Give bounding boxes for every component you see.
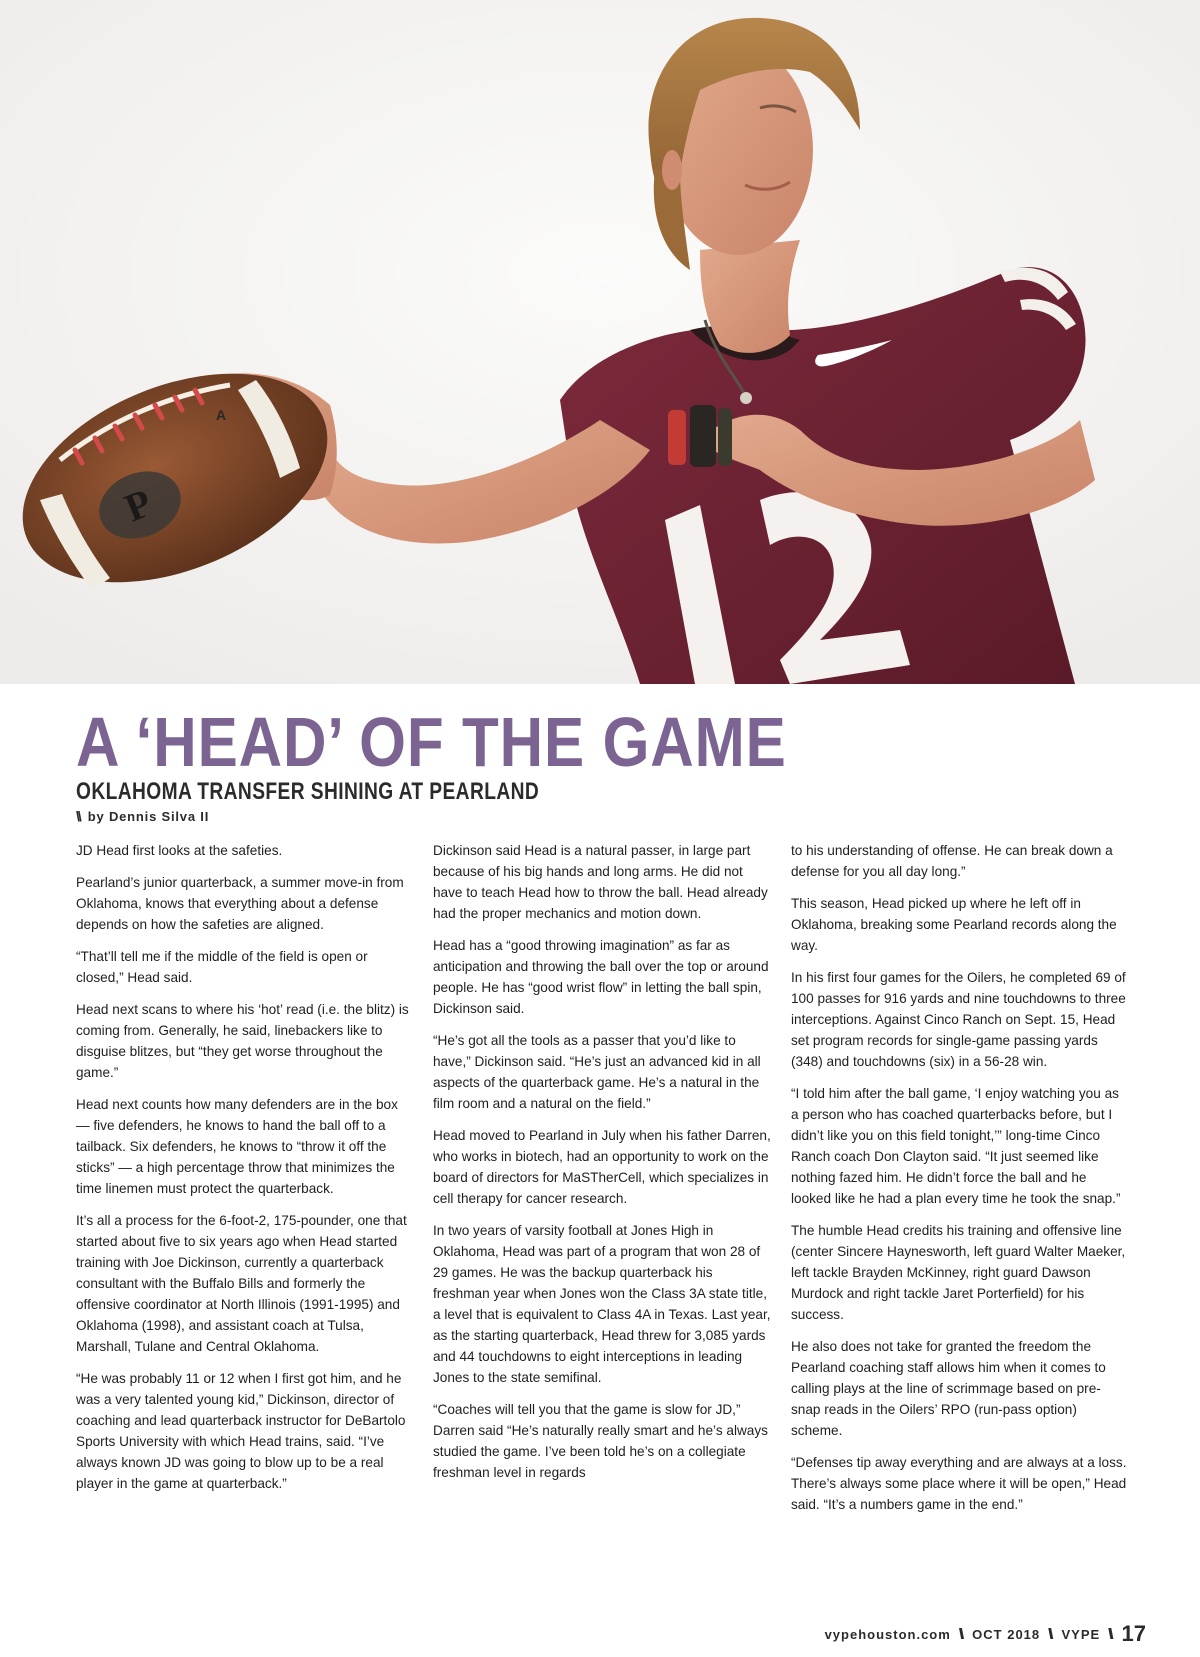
- paragraph: Head moved to Pearland in July when his father Darren, who works in biotech, had an opportunity to work on the board of directors for MaSTherCell, which specializes in cell therapy for cancer research.: [433, 1128, 771, 1206]
- hero-photo: [0, 0, 1200, 684]
- paragraph: Pearland’s junior quarterback, a summer move-in from Oklahoma, knows that everything about a defense depends on how the safeties are aligned.: [76, 875, 404, 932]
- paragraph: “Coaches will tell you that the game is slow for JD,” Darren said “He’s naturally really smart and he’s always studied the game. I’ve been told he’s on a collegiate freshman level in regards: [433, 1402, 768, 1480]
- paragraph: In two years of varsity football at Jones High in Oklahoma, Head was part of a program that won 28 of 29 games. He was the backup quarterback his freshman year when Jones won the Class 3A state title, a level that is equivalent to Class 4A in Texas. Last year, as the starting quarterback, Head threw for 3,085 yards and 44 touchdowns to eight interceptions in leading Jones to the state semifinal.: [433, 1223, 771, 1385]
- article-column-3: [791, 840, 1129, 1526]
- wristband-black: [690, 405, 716, 467]
- article-column-2: [433, 840, 771, 1494]
- footer-separator: \\: [1108, 1625, 1111, 1643]
- paragraph: It’s all a process for the 6-foot-2, 175-pounder, one that started about five to six years ago when Head started training with Joe Dickinson, currently a quarterback consultant with the Buffalo Bills and formerly the offensive coordinator at North Illinois (1991-1995) and Oklahoma (1998), and assistant coach at Tulsa, Marshall, Tulane and Central Oklahoma.: [76, 1213, 407, 1354]
- page-number: 17: [1121, 1621, 1146, 1646]
- paragraph: Head next scans to where his ‘hot’ read (i.e. the blitz) is coming from. Generally, he said, linebackers like to disguise blitzes, but “they get worse throughout the game.”: [76, 1002, 409, 1080]
- footer-separator: \\: [958, 1625, 962, 1643]
- paragraph: “Defenses tip away everything and are always at a loss. There’s always some place where it will be open,” Head said. “It’s a numbers game in the end.”: [791, 1455, 1127, 1512]
- page-footer: [825, 1623, 1146, 1645]
- article-title: A ‘HEAD’ OF THE GAME: [76, 703, 787, 781]
- paragraph: The humble Head credits his training and offensive line (center Sincere Haynesworth, left guard Walter Maeker, left tackle Brayden McKinney, right guard Dawson Murdock and right tackle Jaret Porterfield) for his success.: [791, 1223, 1126, 1322]
- paragraph: JD Head first looks at the safeties.: [76, 843, 283, 858]
- paragraph: He also does not take for granted the freedom the Pearland coaching staff allows him when it comes to calling plays at the line of scrimmage based on pre-snap reads in the Oilers’ RPO (run-pass option) scheme.: [791, 1339, 1106, 1438]
- footer-issue: OCT 2018: [972, 1626, 1041, 1642]
- paragraph: In his first four games for the Oilers, he completed 69 of 100 passes for 916 yards and nine touchdowns to three interceptions. Against Cinco Ranch on Sept. 15, Head set program records for single-game passing yards (348) and touchdowns (six) in a 56-28 win.: [791, 970, 1126, 1069]
- footer-separator: \\: [1048, 1625, 1051, 1643]
- article-column-1: [76, 840, 414, 1505]
- paragraph: “I told him after the ball game, ‘I enjoy watching you as a person who has coached quarterbacks before, but I didn’t like you on this field tonight,’” long-time Cinco Ranch coach Don Clayton said. “It just seemed like nothing fazed him. He didn’t force the ball and he looked like he had a plan every time he took the snap.”: [791, 1086, 1121, 1206]
- article-subtitle: OKLAHOMA TRANSFER SHINING AT PEARLAND: [76, 778, 540, 805]
- byline: [76, 808, 209, 824]
- paragraph: “He’s got all the tools as a passer that you’d like to have,” Dickinson said. “He’s just an advanced kid in all aspects of the quarterback game. He’s a natural in the film room and a natural on the field.”: [433, 1033, 761, 1111]
- paragraph: Dickinson said Head is a natural passer, in large part because of his big hands and long arms. He did not have to teach Head how to throw the ball. Head already had the proper mechanics and motion down.: [433, 843, 768, 921]
- paragraph: “He was probably 11 or 12 when I first got him, and he was a very talented young kid,” Dickinson, director of coaching and lead quarterback instructor for DeBartolo Sports University with which Head trains, said. “I’ve always known JD was going to blow up to be a real player in the game at quarterback.”: [76, 1371, 406, 1491]
- footer-website: vypehouston.com: [824, 1626, 951, 1642]
- wristband-dark: [718, 408, 732, 466]
- quarterback-photo-illustration: [0, 0, 1200, 684]
- paragraph: to his understanding of offense. He can break down a defense for you all day long.”: [791, 843, 1113, 879]
- ball-logo-letter: P: [118, 479, 158, 531]
- paragraph: This season, Head picked up where he left off in Oklahoma, breaking some Pearland records along the way.: [791, 896, 1117, 953]
- paragraph: Head has a “good throwing imagination” as far as anticipation and throwing the ball over the top or around people. He has “good wrist flow” in letting the ball spin, Dickinson said.: [433, 938, 769, 1016]
- ball-marking: A: [216, 407, 227, 423]
- wristband-red: [668, 410, 686, 465]
- byline-marks: \\: [76, 808, 80, 824]
- footer-brand: VYPE: [1061, 1626, 1101, 1642]
- paragraph: “That’ll tell me if the middle of the field is open or closed,” Head said.: [76, 949, 368, 985]
- byline-author: by Dennis Silva II: [87, 808, 210, 824]
- paragraph: Head next counts how many defenders are in the box — five defenders, he knows to hand the ball off to a tailback. Six defenders, he knows to “throw it off the sticks” — a high percentage throw that minimizes the time linemen must protect the quarterback.: [76, 1097, 398, 1196]
